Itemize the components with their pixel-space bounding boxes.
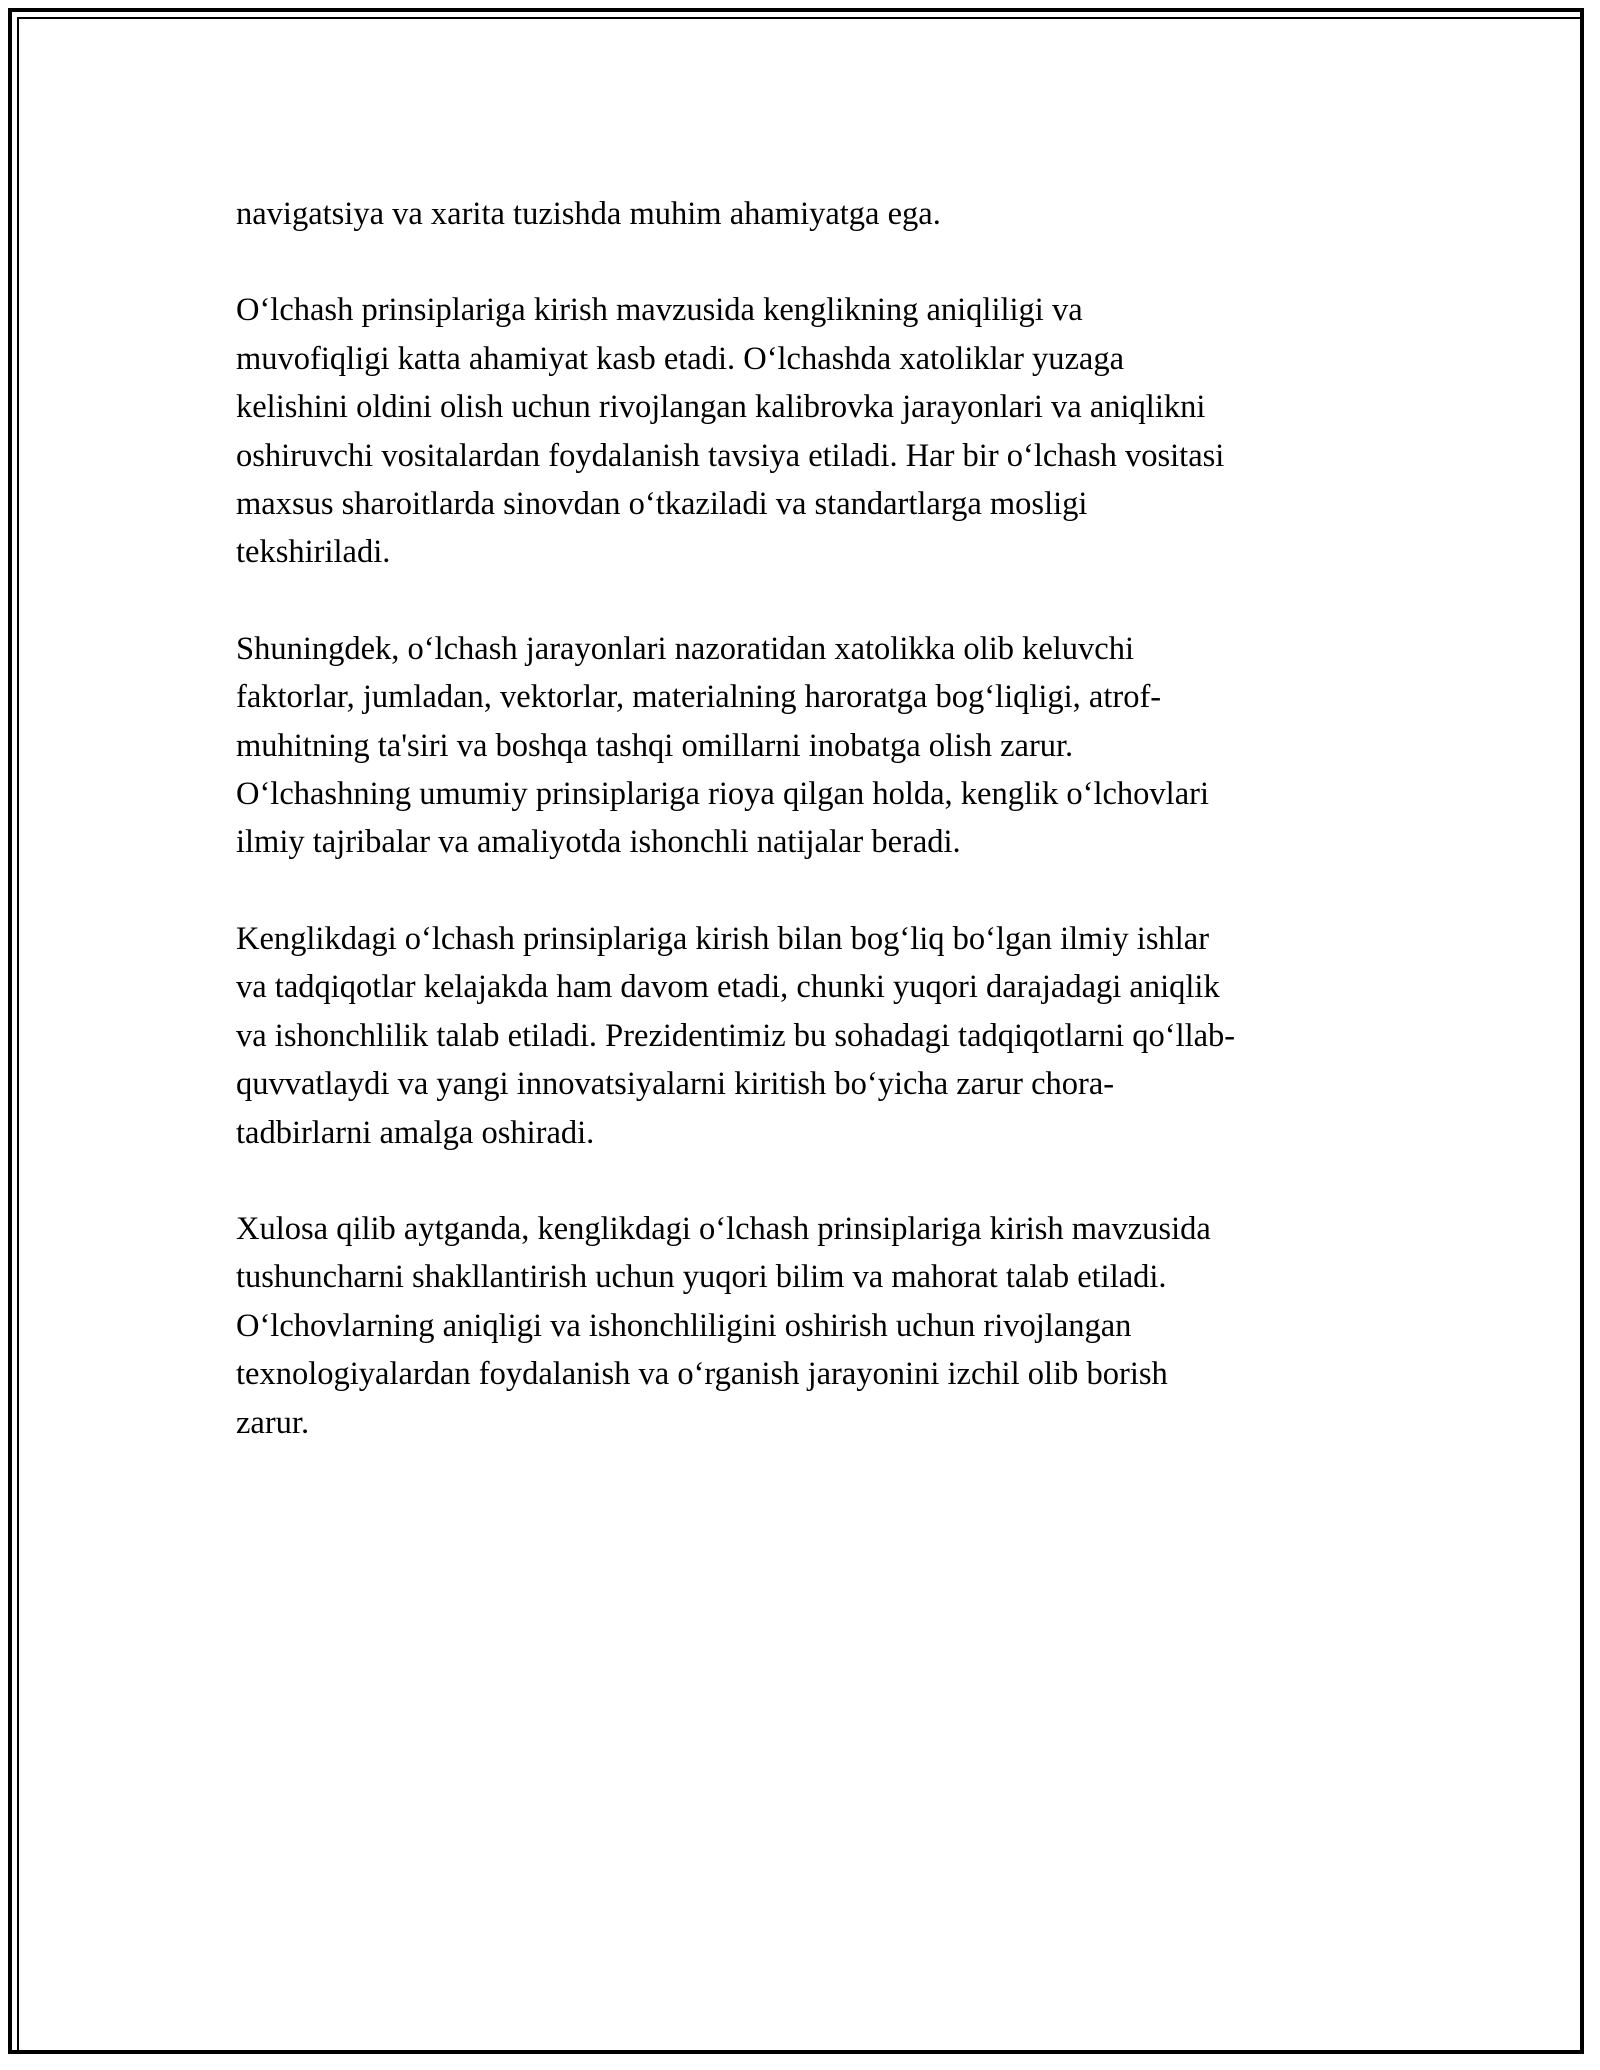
document-body <box>236 190 1366 1495</box>
paragraph-2: O‘lchash prinsiplariga kirish mavzusida kenglikning aniqliligi va muvofiqligi katta ahamiyat kasb etadi. O‘lchashda xatoliklar yuzaga kelishini oldini olish uchun rivojlangan kalibrovka jarayonlari va aniqlikni oshiruvchi vositalardan foydalanish tavsiya etiladi. Har bir o‘lchash vositasi maxsus sharoitlarda sinovdan o‘tkaziladi va standartlarga mosligi tekshiriladi. <box>236 292 1225 571</box>
paragraph-3: Shuningdek, o‘lchash jarayonlari nazoratidan xatolikka olib keluvchi faktorlar, jumladan, vektorlar, materialning haroratga bog‘liqligi, atrof- muhitning ta'siri va boshqa tashqi omillarni inobatga olish zarur. O‘lchashning umumiy prinsiplariga rioya qilgan holda, kenglik o‘lchovlari ilmiy tajribalar va amaliyotda ishonchli natijalar beradi. <box>236 630 1209 861</box>
paragraph-4: Kenglikdagi o‘lchash prinsiplariga kirish bilan bog‘liq bo‘lgan ilmiy ishlar va tadqiqotlar kelajakda ham davom etadi, chunki yuqori darajadagi aniqlik va ishonchlilik talab etiladi. Prezidentimiz bu sohadagi tadqiqotlarni qo‘llab- quvvatlaydi va yangi innovatsiyalarni kiritish bo‘yicha zarur chora- tadbirlarni amalga oshiradi. <box>236 920 1236 1151</box>
paragraph-5: Xulosa qilib aytganda, kenglikdagi o‘lchash prinsiplariga kirish mavzusida tushuncharni shakllantirish uchun yuqori bilim va mahorat talab etiladi. O‘lchovlarning aniqligi va ishonchliligini oshirish uchun rivojlangan texnologiyalardan foydalanish va o‘rganish jarayonini izchil olib borish zarur. <box>236 1210 1211 1441</box>
paragraph-1: navigatsiya va xarita tuzishda muhim ahamiyatga ega. <box>236 196 941 232</box>
